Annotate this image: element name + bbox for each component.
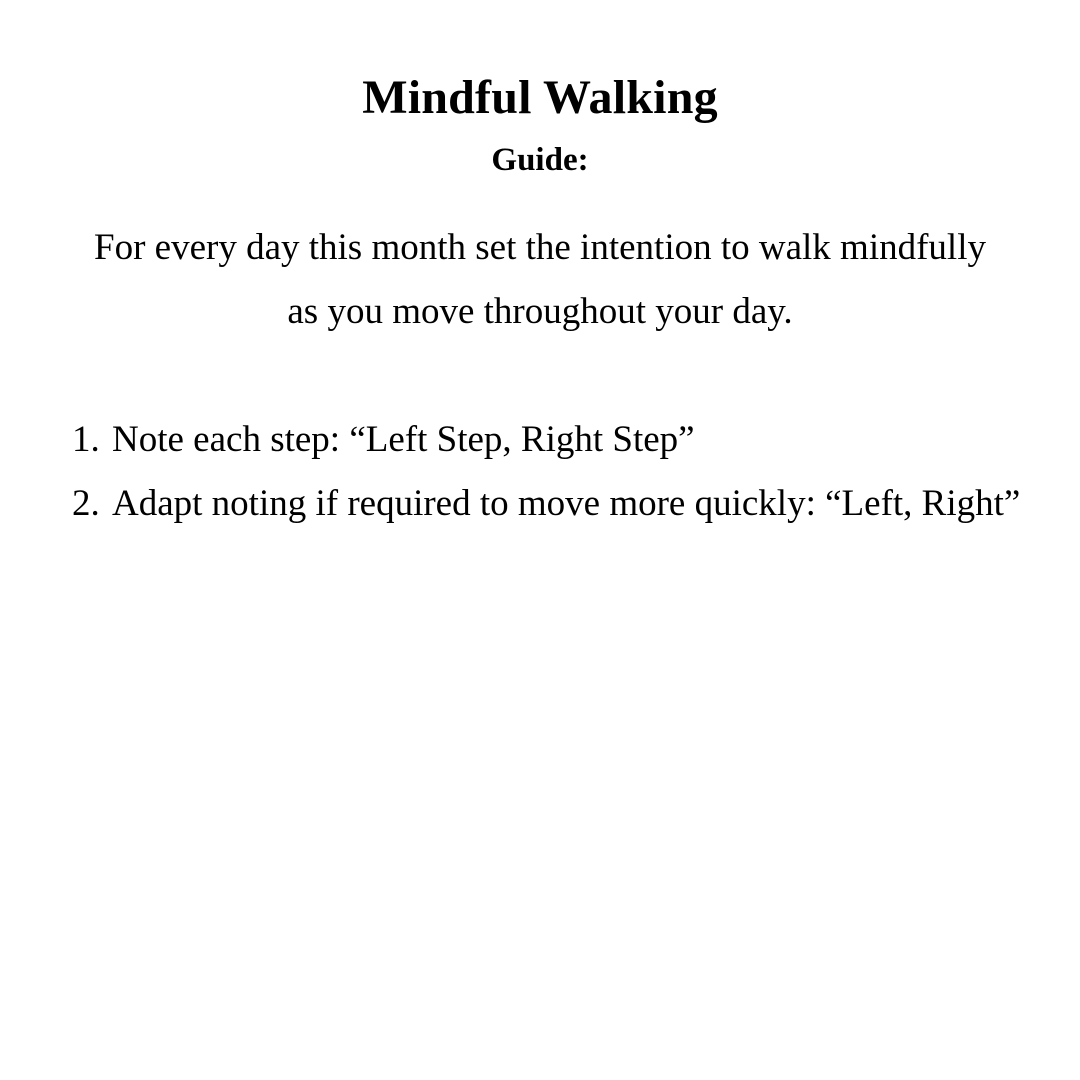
list-item (72, 472, 1072, 536)
intro-paragraph (40, 216, 1040, 344)
step-number: 2. (72, 483, 100, 524)
step-text: Adapt noting if required to move more quickly: “Left, Right” (112, 483, 1021, 524)
steps-list (72, 408, 1072, 536)
page-subtitle: Guide: (491, 142, 589, 178)
intro-line-1: For every day this month set the intention to walk mindfully (94, 227, 986, 268)
intro-line-2: as you move throughout your day. (287, 291, 793, 332)
step-number: 1. (72, 419, 100, 460)
step-text: Note each step: “Left Step, Right Step” (112, 419, 695, 460)
list-item (72, 408, 1072, 472)
page-title: Mindful Walking (362, 71, 718, 124)
